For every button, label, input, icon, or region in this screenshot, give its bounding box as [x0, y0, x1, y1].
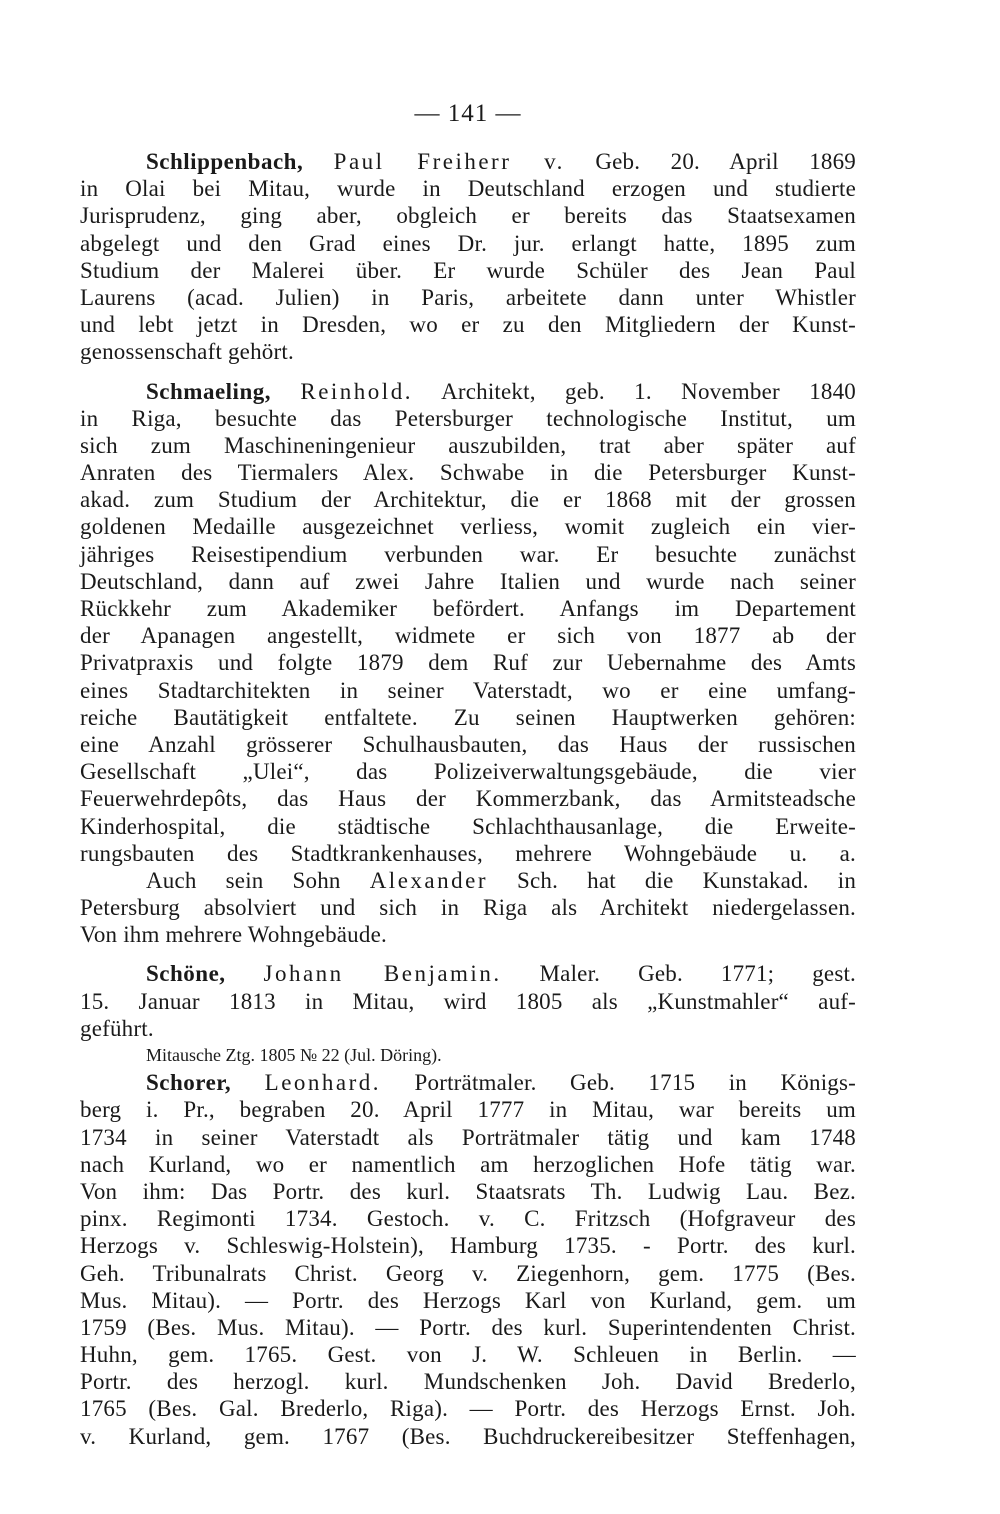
entry-first-line — [80, 148, 856, 175]
text-line: pinx. Regimonti 1734. Gestoch. v. C. Fritzsch (Hofgraveur des — [80, 1206, 856, 1232]
son-line-post: Sch. hat die Kunstakad. in — [517, 867, 857, 893]
text-line: Huhn, gem. 1765. Gest. von J. W. Schleuen in Berlin. — — [80, 1342, 856, 1368]
entry-name: Schöne, — [146, 961, 226, 987]
entry-first-line — [80, 378, 856, 405]
text-line: der Apanagen angestellt, widmete er sich von 1877 ab der — [80, 623, 856, 649]
text-line: eine Anzahl grösserer Schulhausbauten, das Haus der russischen — [80, 731, 856, 757]
entry-first-line-text: Porträtmaler. Geb. 1715 in Königs- — [414, 1070, 857, 1096]
son-line-pre: Auch sein Sohn — [146, 867, 341, 893]
text-line: v. Kurland, gem. 1767 (Bes. Buchdruckereibesitzer Steffenhagen, — [80, 1423, 856, 1449]
text-line: genossenschaft gehört. — [80, 339, 294, 365]
text-line: 15. Januar 1813 in Mitau, wird 1805 als „Kunstmahler“ auf- — [80, 988, 856, 1014]
text-line: rungsbauten des Stadtkrankenhauses, mehrere Wohngebäude u. a. — [80, 840, 856, 866]
source-citation: Mitausche Ztg. 1805 № 22 (Jul. Döring). — [146, 1045, 442, 1065]
text-line: Anraten des Tiermalers Alex. Schwabe in die Petersburger Kunst- — [80, 460, 856, 486]
entry-given-name: Johann Benjamin. — [263, 961, 502, 987]
text-line: Portr. des herzogl. kurl. Mundschenken Joh. David Brederlo, — [80, 1369, 856, 1395]
text-line: Studium der Malerei über. Er wurde Schüler des Jean Paul — [80, 257, 856, 283]
entry-first-line-text: Maler. Geb. 1771; gest. — [539, 961, 857, 987]
entry-schmaeling — [80, 378, 856, 949]
entry-name: Schorer, — [146, 1070, 232, 1096]
entry-schorer — [80, 1069, 856, 1450]
text-line: Rückkehr zum Akademiker befördert. Anfangs im Departement — [80, 596, 856, 621]
son-name: Alexander — [369, 867, 488, 893]
text-line: eines Stadtarchitekten in seiner Vaterstadt, wo er eine umfang- — [80, 677, 856, 703]
son-first-line — [80, 867, 856, 894]
text-line: Laurens (acad. Julien) in Paris, arbeitete dann unter Whistler — [80, 284, 856, 310]
text-line: abgelegt und den Grad eines Dr. jur. erlangt hatte, 1895 zum — [80, 230, 856, 256]
entry-given-name: Leonhard. — [264, 1070, 382, 1096]
entry-first-line-text: Geb. 20. April 1869 — [595, 149, 856, 174]
text-line: reiche Bautätigkeit entfaltete. Zu seinen Hauptwerken gehören: — [80, 704, 856, 730]
text-line: sich zum Maschineningenieur auszubilden, trat aber später auf — [80, 432, 856, 458]
text-line: berg i. Pr., begraben 20. April 1777 in Mitau, war bereits um — [80, 1097, 856, 1123]
entry-given-name: Reinhold. — [300, 378, 413, 404]
text-block — [80, 148, 856, 1450]
text-line: und lebt jetzt in Dresden, wo er zu den Mitgliedern der Kunst- — [80, 312, 856, 338]
text-line: 1759 (Bes. Mus. Mitau). — Portr. des kurl. Superintendenten Christ. — [80, 1314, 856, 1340]
text-line: Herzogs v. Schleswig-Holstein), Hamburg 1735. - Portr. des kurl. — [80, 1233, 856, 1259]
entry-name: Schlippenbach, — [146, 149, 304, 174]
text-line: Privatpraxis und folgte 1879 dem Ruf zur Uebernahme des Amts — [80, 650, 856, 676]
text-line: akad. zum Studium der Architektur, die er 1868 mit der grossen — [80, 487, 856, 513]
text-line: Von ihm: Das Portr. des kurl. Staatsrats Th. Ludwig Lau. Bez. — [80, 1178, 856, 1204]
entry-name: Schmaeling, — [146, 378, 271, 404]
text-line: Geh. Tribunalrats Christ. Georg v. Ziegenhorn, gem. 1775 (Bes. — [80, 1260, 856, 1286]
text-line: nach Kurland, wo er namentlich am herzoglichen Hofe tätig war. — [80, 1151, 856, 1177]
entry-first-line-text: Architekt, geb. 1. November 1840 — [441, 378, 857, 404]
entry-first-line — [80, 1069, 856, 1096]
entry-schoene — [80, 960, 856, 1069]
text-line: jähriges Reisestipendium verbunden war. Er besuchte zunächst — [80, 541, 856, 567]
text-line: Von ihm mehrere Wohngebäude. — [80, 922, 387, 948]
page-number: — 141 — — [414, 100, 522, 127]
text-line: Mus. Mitau). — Portr. des Herzogs Karl von Kurland, gem. um — [80, 1287, 856, 1313]
text-line: Gesellschaft „Ulei“, das Polizeiverwaltungsgebäude, die vier — [80, 759, 856, 785]
text-line: Feuerwehrdepôts, das Haus der Kommerzbank, das Armitsteadsche — [80, 786, 856, 812]
text-line: geführt. — [80, 1015, 154, 1041]
text-line: Kinderhospital, die städtische Schlachthausanlage, die Erweite- — [80, 813, 856, 839]
text-line: 1734 in seiner Vaterstadt als Porträtmaler tätig und kam 1748 — [80, 1124, 856, 1150]
text-line: Deutschland, dann auf zwei Jahre Italien und wurde nach seiner — [80, 568, 856, 594]
text-line: goldenen Medaille ausgezeichnet verliess, womit zugleich ein vier- — [80, 514, 856, 540]
text-line: in Olai bei Mitau, wurde in Deutschland erzogen und studierte — [80, 176, 856, 202]
text-line: 1765 (Bes. Gal. Brederlo, Riga). — Portr. des Herzogs Ernst. Joh. — [80, 1396, 856, 1422]
entry-given-name: Paul Freiherr v. — [333, 149, 565, 174]
entry-schlippenbach — [80, 148, 856, 366]
text-line: Petersburg absolviert und sich in Riga als Architekt niedergelassen. — [80, 895, 856, 921]
text-line: in Riga, besuchte das Petersburger technologische Institut, um — [80, 405, 856, 431]
entry-first-line — [80, 960, 856, 987]
text-line: Jurisprudenz, ging aber, obgleich er bereits das Staatsexamen — [80, 203, 856, 229]
